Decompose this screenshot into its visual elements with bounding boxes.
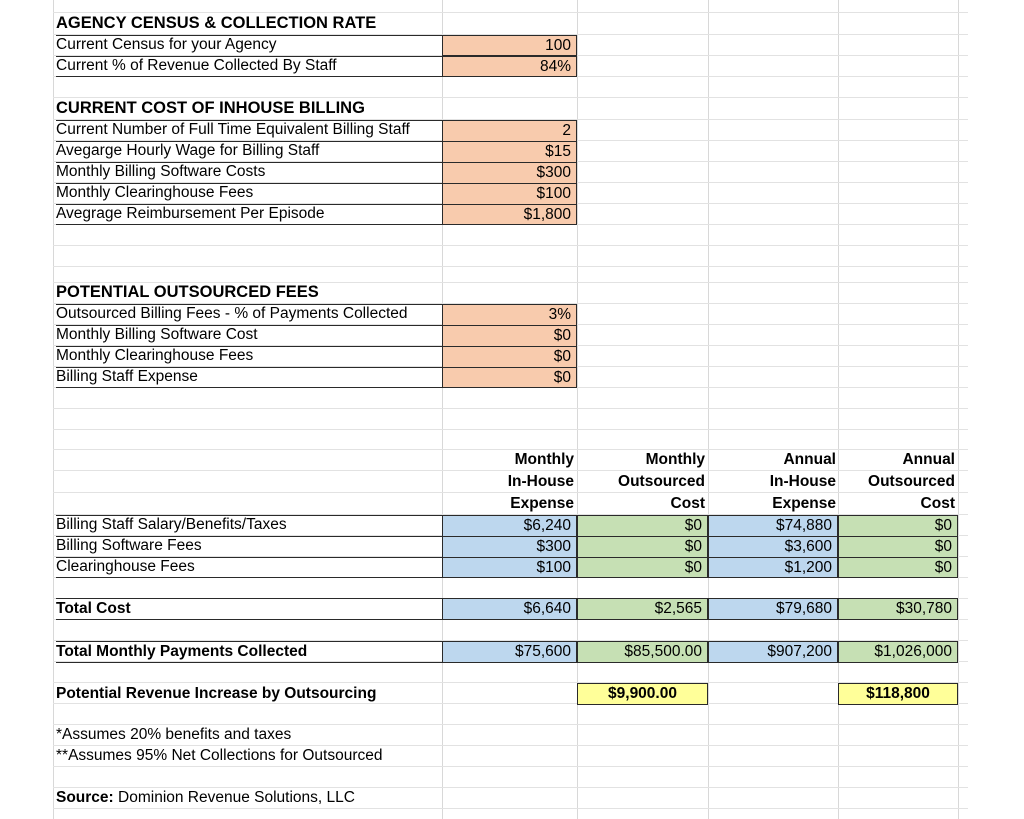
cell-salary-annual-outsourced[interactable]: $0 [838, 515, 958, 537]
label-potential-revenue-increase: Potential Revenue Increase by Outsourcing [56, 685, 377, 702]
cell-payments-annual-inhouse[interactable]: $907,200 [708, 641, 838, 663]
cell-clearinghouse-annual-outsourced[interactable]: $0 [838, 557, 958, 578]
grid-row-line [53, 808, 968, 809]
cell-payments-annual-outsourced[interactable]: $1,026,000 [838, 641, 958, 663]
label-hourly-wage: Avegarge Hourly Wage for Billing Staff [56, 142, 320, 159]
row-border [56, 162, 442, 163]
cell-clearinghouse-monthly-outsourced[interactable]: $0 [577, 557, 708, 578]
cell-revenue-increase-annual[interactable]: $118,800 [838, 683, 958, 705]
cell-salary-monthly-outsourced[interactable]: $0 [577, 515, 708, 537]
row-border [56, 141, 442, 142]
grid-column-line [958, 0, 959, 819]
cell-salary-annual-inhouse[interactable]: $74,880 [708, 515, 838, 537]
label-outsourced-billing-fees: Outsourced Billing Fees - % of Payments Collected [56, 305, 408, 322]
label-outsourced-clearinghouse-fees: Monthly Clearinghouse Fees [56, 347, 254, 364]
label-clearinghouse-fees: Monthly Clearinghouse Fees [56, 184, 254, 201]
grid-row-line [53, 766, 968, 767]
cell-software-annual-outsourced[interactable]: $0 [838, 536, 958, 558]
cell-software-annual-inhouse[interactable]: $3,600 [708, 536, 838, 558]
row-border [56, 619, 442, 620]
label-software-fees: Billing Software Fees [56, 537, 202, 554]
label-billing-staff-expense: Billing Staff Expense [56, 368, 198, 385]
label-total-cost: Total Cost [56, 600, 131, 617]
grid-row-line [53, 429, 968, 430]
row-border [56, 224, 442, 225]
label-clearinghouse-fees-compare: Clearinghouse Fees [56, 558, 195, 575]
note-net-collections: **Assumes 95% Net Collections for Outsourced [56, 747, 383, 764]
grid-row-line [53, 266, 968, 267]
row-border [56, 367, 442, 368]
input-outsourced-software-cost[interactable]: $0 [442, 325, 577, 347]
input-hourly-wage[interactable]: $15 [442, 141, 577, 163]
row-border [56, 641, 442, 642]
cell-clearinghouse-annual-inhouse[interactable]: $1,200 [708, 557, 838, 578]
header-monthly-inhouse-expense: Monthly In-House Expense [507, 451, 574, 512]
cell-payments-monthly-inhouse[interactable]: $75,600 [442, 641, 577, 663]
cell-total-cost-monthly-inhouse[interactable]: $6,640 [442, 598, 577, 620]
row-border [56, 304, 442, 305]
label-total-payments-collected: Total Monthly Payments Collected [56, 643, 308, 660]
input-current-census[interactable]: 100 [442, 35, 577, 56]
label-current-census: Current Census for your Agency [56, 36, 277, 53]
row-border [56, 536, 442, 537]
cell-clearinghouse-monthly-inhouse[interactable]: $100 [442, 557, 577, 578]
row-border [56, 35, 442, 36]
source-line [56, 788, 355, 808]
note-benefits-taxes: *Assumes 20% benefits and taxes [56, 726, 292, 743]
grid-row-line [53, 245, 968, 246]
row-border [56, 387, 442, 388]
cell-total-cost-monthly-outsourced[interactable]: $2,565 [577, 598, 708, 620]
row-border [56, 204, 442, 205]
row-border [56, 56, 442, 57]
cell-software-monthly-inhouse[interactable]: $300 [442, 536, 577, 558]
row-border [56, 76, 442, 77]
input-outsourced-billing-fees[interactable]: 3% [442, 304, 577, 326]
cell-total-cost-annual-inhouse[interactable]: $79,680 [708, 598, 838, 620]
grid-column-line [708, 0, 709, 819]
row-border [56, 183, 442, 184]
header-annual-inhouse-expense: Annual In-House Expense [769, 451, 836, 512]
grid-row-line [53, 682, 968, 683]
input-billing-software-costs[interactable]: $300 [442, 162, 577, 184]
cell-revenue-increase-monthly[interactable]: $9,900.00 [577, 683, 708, 705]
input-reimbursement-per-episode[interactable]: $1,800 [442, 204, 577, 225]
cell-software-monthly-outsourced[interactable]: $0 [577, 536, 708, 558]
row-border [56, 515, 442, 516]
label-outsourced-software-cost: Monthly Billing Software Cost [56, 326, 258, 343]
grid-row-line [53, 408, 968, 409]
row-border [56, 557, 442, 558]
label-staff-salary-benefits: Billing Staff Salary/Benefits/Taxes [56, 516, 287, 533]
label-reimbursement-per-episode: Avegrage Reimbursement Per Episode [56, 205, 325, 222]
input-billing-staff-expense[interactable]: $0 [442, 367, 577, 388]
input-fte-billing-staff[interactable]: 2 [442, 120, 577, 142]
row-border [56, 598, 442, 599]
cell-total-cost-annual-outsourced[interactable]: $30,780 [838, 598, 958, 620]
input-outsourced-clearinghouse-fees[interactable]: $0 [442, 346, 577, 368]
cell-salary-monthly-inhouse[interactable]: $6,240 [442, 515, 577, 537]
row-border [56, 346, 442, 347]
header-monthly-outsourced-cost: Monthly Outsourced Cost [618, 451, 705, 512]
row-border [56, 662, 442, 663]
row-border [56, 325, 442, 326]
header-annual-outsourced-cost: Annual Outsourced Cost [868, 451, 955, 512]
input-clearinghouse-fees[interactable]: $100 [442, 183, 577, 205]
row-border [56, 577, 442, 578]
source-label: Source: [56, 789, 114, 806]
cell-payments-monthly-outsourced[interactable]: $85,500.00 [577, 641, 708, 663]
source-text: Dominion Revenue Solutions, LLC [113, 789, 355, 806]
label-revenue-collected: Current % of Revenue Collected By Staff [56, 57, 337, 74]
label-fte-billing-staff: Current Number of Full Time Equivalent Billing Staff [56, 121, 410, 138]
section-title-inhouse-billing: CURRENT COST OF INHOUSE BILLING [56, 99, 365, 117]
input-revenue-collected[interactable]: 84% [442, 56, 577, 77]
row-border [56, 120, 442, 121]
grid-column-line [53, 0, 54, 819]
section-title-outsourced-fees: POTENTIAL OUTSOURCED FEES [56, 283, 319, 301]
section-title-census: AGENCY CENSUS & COLLECTION RATE [56, 14, 377, 32]
label-billing-software-costs: Monthly Billing Software Costs [56, 163, 266, 180]
